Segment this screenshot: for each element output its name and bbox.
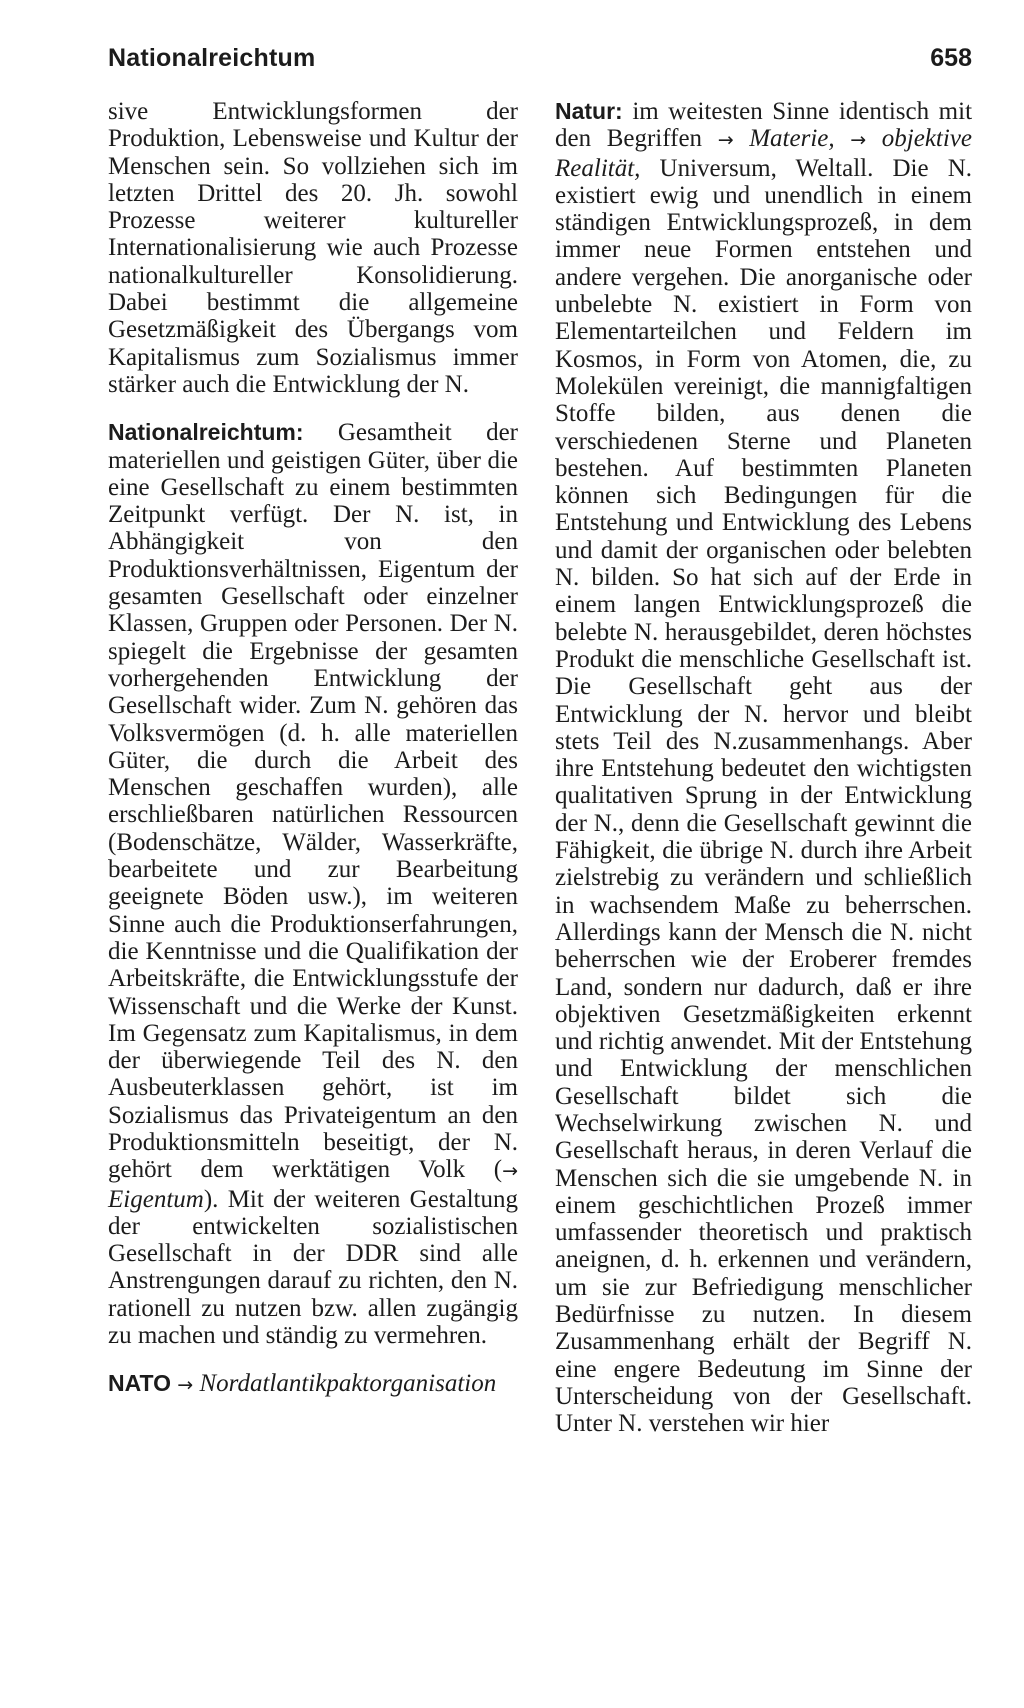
continuation-text: sive Entwicklungsformen der Produktion, Lebensweise und Kultur der Menschen sein. So vollziehen sich im letzten Drittel des 20. Jh. sowohl Prozesse weiterer kultureller Internationalisierung wie auch Prozesse nationalkultureller Konsolidierung. Dabei bestimmt die allgemeine Gesetzmäßigkeit des Übergangs vom Kapitalismus zum Sozialismus immer stärker auch die Entwicklung der N. xyxy=(108,98,518,398)
entry-nato xyxy=(108,1370,518,1399)
right-column xyxy=(555,98,972,1438)
cross-reference-nordatlantikpaktorganisation[interactable]: Nordatlantikpaktorganisation xyxy=(199,1370,497,1398)
lemma-natur: Natur: xyxy=(555,98,623,124)
cross-reference-materie[interactable]: Materie, xyxy=(749,125,835,153)
lemma-nato: NATO xyxy=(108,1370,172,1397)
running-head: Nationalreichtum xyxy=(108,44,316,72)
entry-nationalreichtum xyxy=(108,419,518,1349)
cross-reference-objektive-realitaet[interactable]: objektive Realität, xyxy=(555,125,973,182)
cross-reference-eigentum[interactable]: Eigentum xyxy=(108,1185,204,1213)
page-number: 658 xyxy=(930,44,972,72)
cross-reference-arrow: → xyxy=(177,1374,194,1397)
lemma-nationalreichtum: Nationalreichtum: xyxy=(108,419,304,446)
page-header xyxy=(108,44,972,84)
entry-natur-text: im weitesten Sinne identisch mit den Begriffen xyxy=(555,98,973,153)
entry-natur-text-cont: Universum, Weltall. Die N. existiert ewig und unendlich in einem ständigen Entwicklungsprozeß, in dem immer neue Formen entstehen und andere vergehen. Die anorganische oder unbelebte N. existiert in Form von Elementarteilchen und Feldern im Kosmos, in Form von Atomen, die, zu Molekülen vereinigt, die mannigfaltigen Stoffe bilden, aus denen die verschiedenen Sterne und Planeten bestehen. Auf bestimmten Planeten können sich Bedingungen für die Entstehung und Entwicklung des Lebens und damit der organischen oder belebten N. bilden. So hat sich auf der Erde in einem langen Entwicklungsprozeß die belebte N. herausgebildet, deren höchstes Produkt die menschliche Gesellschaft ist. Die Gesellschaft geht aus der Entwicklung der N. hervor und bleibt stets Teil des N.zusammenhangs. Aber ihre Entstehung bedeutet den wichtigsten qualitativen Sprung in der Entwicklung der N., denn die Gesellschaft gewinnt die Fähigkeit, die übrige N. durch ihre Arbeit zielstrebig zu verändern und schließlich in wachsendem Maße zu beherrschen. Allerdings kann der Mensch die N. nicht beherrschen wie der Eroberer fremdes Land, sondern nur dadurch, daß er ihre objektiven Gesetzmäßigkeiten erkennt und richtig anwendet. Mit der Entstehung und Entwicklung der menschlichen Gesellschaft bildet sich die Wechselwirkung zwischen N. und Gesellschaft heraus, in deren Verlauf die Menschen sich die sie umgebende N. in einem geschichtlichen Prozeß immer umfassender theoretisch und praktisch aneignen, d. h. erkennen und verändern, um sie zur Befriedigung menschlicher Bedürfnisse zu nutzen. In diesem Zusammenhang erhält der Begriff N. eine engere Bedeutung im Sinne der Unterscheidung von der Gesellschaft. Unter N. verstehen wir hier xyxy=(555,154,972,1438)
entry-natur xyxy=(555,98,972,1438)
cross-reference-arrow: → xyxy=(717,129,734,152)
continuation-paragraph xyxy=(108,98,518,398)
entry-nationalreichtum-text: Gesamtheit der materiellen und geistigen Güter, über die eine Gesellschaft zu einem bestimmten Zeitpunkt verfügt. Der N. ist, in Abhängigkeit von den Produktionsverhältnissen, Eigentum der gesamten Gesellschaft oder einzelner Klassen, Gruppen oder Personen. Der N. spiegelt die Ergebnisse der gesamten vorhergehenden Entwicklung der Gesellschaft wider. Zum N. gehören das Volksvermögen (d. h. alle materiellen Güter, die durch die Arbeit des Menschen geschaffen wurden), alle erschließbaren natürlichen Ressourcen (Bodenschätze, Wälder, Wasserkräfte, bearbeitete und zur Bearbeitung geeignete Böden usw.), im weiteren Sinne auch die Produktionserfahrungen, die Kenntnisse und die Qualifikation der Arbeitskräfte, die Entwicklungsstufe der Wissenschaft und die Werke der Kunst. Im Gegensatz zum Kapitalismus, in dem der überwiegende Teil des N. den Ausbeuterklassen gehört, ist im Sozialismus das Privateigentum an den Produktionsmitteln beseitigt, der N. gehört dem werktätigen Volk ( xyxy=(108,419,518,1184)
cross-reference-arrow: → xyxy=(850,129,867,152)
left-column xyxy=(108,98,518,1400)
cross-reference-arrow: → xyxy=(502,1160,518,1183)
entry-nationalreichtum-text-cont: ). Mit der weiteren Gestaltung der entwickelten sozialistischen Gesellschaft in der DDR sind alle Anstrengungen darauf zu richten, den N. rationell zu nutzen bzw. allen zugängig zu machen und ständig zu vermehren. xyxy=(108,1185,518,1350)
